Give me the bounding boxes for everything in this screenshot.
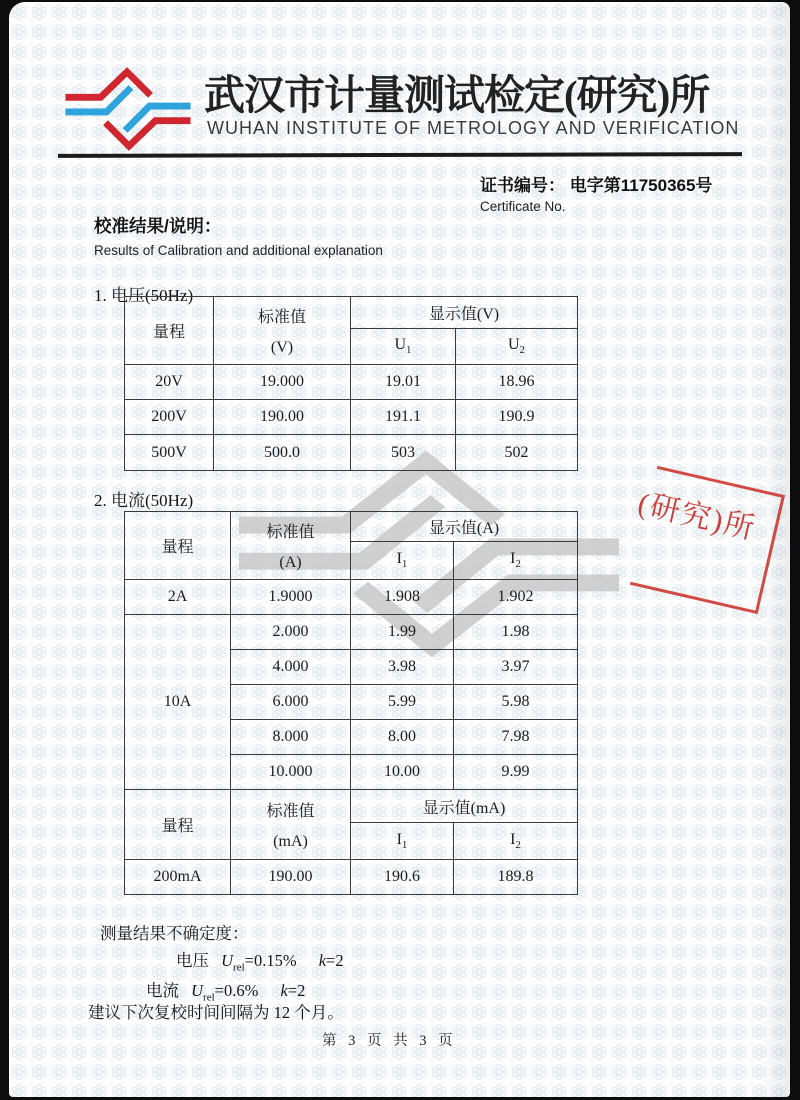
cell-standard: 1.9000 <box>231 580 351 615</box>
uncertainty-current-label: 电流 <box>146 981 179 1000</box>
voltage-col-range: 量程 <box>125 297 214 365</box>
cell-i1: 5.99 <box>351 685 454 720</box>
seal-stamp <box>630 466 785 614</box>
cell-standard: 10.000 <box>231 755 351 790</box>
k-value: =2 <box>326 951 344 970</box>
org-name-chinese: 武汉市计量测试检定(研究)所 <box>204 72 710 118</box>
cell-i1: 1.99 <box>351 615 454 650</box>
current-ma-col-i1 <box>351 823 454 860</box>
standard-unit: (V) <box>270 339 294 356</box>
cell-range: 200mA <box>125 860 231 895</box>
current-ma-header-row-1 <box>125 790 578 823</box>
cell-i2: 189.8 <box>454 860 578 895</box>
i1-subscript: 1 <box>401 558 408 571</box>
u-subscript: rel <box>203 991 215 1004</box>
u2-symbol: U <box>507 336 520 354</box>
cell-standard: 8.000 <box>231 720 351 755</box>
i2-symbol: I <box>510 830 516 848</box>
cell-range: 2A <box>125 580 231 615</box>
standard-label: 标准值 <box>266 803 315 820</box>
org-name-english: WUHAN INSTITUTE OF METROLOGY AND VERIFICATION <box>207 118 740 138</box>
cell-range: 20V <box>125 365 214 400</box>
cell-u2: 502 <box>456 435 578 471</box>
uncertainty-voltage-label: 电压 <box>176 951 209 970</box>
u-symbol: U <box>221 951 234 970</box>
voltage-section-title: 1. 电压(50Hz) <box>94 286 194 305</box>
current-row-10a-1 <box>125 615 578 650</box>
i2-subscript: 2 <box>515 839 521 852</box>
cell-i2: 3.97 <box>454 650 578 685</box>
uncertainty-title: 测量结果不确定度： <box>100 924 249 943</box>
cell-i2: 7.98 <box>454 720 578 755</box>
cell-i2: 1.902 <box>454 580 578 615</box>
u-value: =0.15% <box>244 951 297 970</box>
cell-i1: 8.00 <box>351 720 454 755</box>
current-col-display: 显示值(A) <box>351 512 578 542</box>
current-ma-col-range: 量程 <box>125 790 231 860</box>
voltage-col-display: 显示值(V) <box>351 297 578 329</box>
voltage-col-u1 <box>351 329 456 365</box>
cell-standard: 4.000 <box>231 650 351 685</box>
cell-u1: 191.1 <box>351 400 456 435</box>
k-value: =2 <box>287 981 306 1000</box>
voltage-header-row-1 <box>125 297 578 329</box>
cell-standard: 19.000 <box>214 365 351 400</box>
u-symbol: U <box>191 981 204 1000</box>
cell-standard: 6.000 <box>231 685 351 720</box>
header-divider <box>58 152 742 158</box>
institute-logo-icon <box>62 66 194 152</box>
certificate-number-line <box>480 171 712 196</box>
cell-standard: 190.00 <box>231 860 351 895</box>
cell-i1: 190.6 <box>351 860 454 895</box>
current-row-2a <box>125 580 578 615</box>
cell-range: 200V <box>125 400 214 435</box>
certificate-number-label-en: Certificate No. <box>480 199 566 214</box>
cell-range: 500V <box>125 435 214 471</box>
current-col-range: 量程 <box>125 512 231 580</box>
current-table <box>124 511 578 895</box>
u1-symbol: U <box>394 336 407 354</box>
current-col-standard <box>231 512 351 580</box>
page-number-footer: 第 3 页 共 3 页 <box>322 1033 457 1049</box>
standard-label: 标准值 <box>257 309 306 326</box>
current-header-row-1 <box>125 512 578 542</box>
cell-u2: 190.9 <box>456 400 578 435</box>
u-subscript: rel <box>233 961 245 974</box>
k-symbol: k <box>280 981 288 1000</box>
voltage-row-20v <box>125 365 578 400</box>
results-heading-cn: 校准结果/说明： <box>94 216 222 236</box>
voltage-row-200v <box>125 400 578 435</box>
u1-subscript: 1 <box>406 344 412 357</box>
current-col-i2 <box>454 542 578 580</box>
cell-i2: 9.99 <box>454 755 578 790</box>
cell-i1: 1.908 <box>351 580 454 615</box>
cell-u1: 503 <box>351 435 456 471</box>
cell-u1: 19.01 <box>351 365 456 400</box>
cell-range-10a: 10A <box>125 615 231 790</box>
u2-subscript: 2 <box>519 344 526 357</box>
cell-i2: 5.98 <box>454 685 578 720</box>
u-value: =0.6% <box>214 981 259 1000</box>
i1-subscript: 1 <box>401 839 408 852</box>
cell-i2: 1.98 <box>454 615 578 650</box>
standard-label: 标准值 <box>266 524 315 541</box>
voltage-row-500v <box>125 435 578 471</box>
results-heading-en: Results of Calibration and additional explanation <box>94 243 383 258</box>
i2-subscript: 2 <box>515 558 521 571</box>
uncertainty-voltage-line <box>176 947 344 973</box>
current-col-i1 <box>351 542 454 580</box>
recalibration-recommendation: 建议下次复校时间间隔为 12 个月。 <box>88 1003 344 1022</box>
voltage-col-u2 <box>456 329 578 365</box>
i1-symbol: I <box>396 830 402 848</box>
cell-i1: 10.00 <box>351 755 454 790</box>
i1-symbol: I <box>396 550 402 568</box>
k-symbol: k <box>318 951 327 970</box>
current-ma-col-standard <box>231 790 351 860</box>
cell-i1: 3.98 <box>351 650 454 685</box>
current-section-title: 2. 电流(50Hz) <box>94 491 194 510</box>
certificate-number-value: 电字第11750365号 <box>569 176 713 195</box>
current-row-200ma <box>125 860 578 895</box>
standard-unit: (mA) <box>273 833 308 850</box>
cell-u2: 18.96 <box>456 365 578 400</box>
certificate-number-label: 证书编号： <box>480 176 565 195</box>
cell-standard: 2.000 <box>231 615 351 650</box>
current-ma-col-display: 显示值(mA) <box>351 790 578 823</box>
cell-standard: 500.0 <box>214 435 351 471</box>
standard-unit: (A) <box>279 554 302 571</box>
seal-stamp-text: (研究)所 <box>634 486 760 547</box>
voltage-col-standard <box>214 297 351 365</box>
current-ma-col-i2 <box>454 823 578 860</box>
cell-standard: 190.00 <box>214 400 351 435</box>
i2-symbol: I <box>510 550 516 568</box>
voltage-table <box>124 296 578 471</box>
